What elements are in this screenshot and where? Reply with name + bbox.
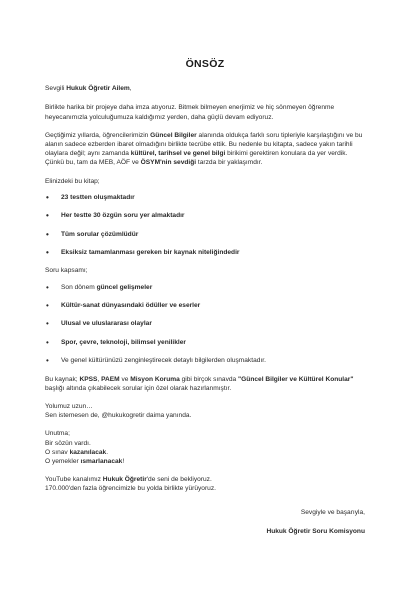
text-run: !: [122, 457, 125, 465]
list-item-text: Tüm sorular çözümlüdür: [61, 230, 139, 238]
list-item: [45, 338, 365, 347]
list-item: [45, 193, 365, 202]
bullet-icon: •: [46, 248, 49, 257]
signature: Hukuk Öğretir Soru Komisyonu: [266, 527, 365, 535]
text-run: Geçtiğimiz yıllarda, öğrencilerimizin: [45, 131, 151, 139]
text-run: birikimi gerektiren konulara da yer verdik. Çünkü bu, tam da MEB, AÖF ve: [45, 150, 348, 167]
text-run: daima yanında.: [144, 412, 192, 420]
scope-list: [45, 283, 365, 366]
list-item: [45, 211, 365, 220]
list-item: [45, 356, 365, 365]
list-item-text-bold: Kültür-sanat dünyasındaki ödüller ve eserler: [61, 301, 201, 309]
text-run-bold: ısmarlanacak: [80, 457, 123, 465]
text-line: Bir sözün vardı.: [45, 439, 91, 447]
text-run: Bu kaynak;: [45, 375, 80, 383]
text-run: 'de seni de bekliyoruz.: [146, 476, 212, 484]
text-run: gibi birçok sınavda: [179, 375, 239, 383]
book-features-list: [45, 193, 365, 257]
bullet-icon: •: [46, 356, 49, 366]
paragraph-intro: Birlikte harika bir projeye daha imza atıyoruz. Bitmek bilmeyen enerjimiz ve hiç sönmeyen öğrenme heyecanımızla yolculuğumuza kaldığımız yerden, daha güçlü devam ediyoruz.: [45, 104, 335, 121]
bullet-icon: •: [46, 229, 49, 239]
paragraph-youtube: [45, 475, 365, 493]
list-item-text: Son dönem: [61, 283, 97, 291]
list-item-text: Ve genel kültürünüzü zenginleştirecek detaylı bilgilerden oluşmaktadır.: [61, 357, 266, 365]
list-item: [45, 319, 365, 328]
text-run-bold: PAEM: [101, 375, 120, 383]
text-run: ,: [97, 375, 102, 383]
list-item-text-bold: Ulusal ve uluslararası olaylar: [61, 320, 152, 328]
bullet-icon: •: [46, 337, 49, 347]
text-run-bold: Güncel Bilgiler: [150, 131, 197, 139]
channel-name: Hukuk Öğretir: [102, 476, 147, 484]
greeting: [45, 84, 365, 93]
bullet-icon: •: [46, 319, 49, 329]
paragraph-remember: [45, 429, 365, 466]
list-item-text: Her testte 30 özgün soru yer almaktadır: [61, 212, 185, 220]
list-item-text: 23 testten oluşmaktadır: [61, 193, 135, 201]
paragraph-road: [45, 402, 365, 420]
text-run: tarzda bir yaklaşımdır.: [196, 159, 263, 167]
scope-list-label: Soru kapsamı;: [45, 267, 88, 275]
text-run-bold: "Güncel Bilgiler ve Kültürel Konular": [238, 375, 354, 383]
text-line: Yolumuz uzun…: [45, 402, 93, 410]
text-run: O yemekler: [45, 457, 81, 465]
text-run: .: [106, 448, 109, 456]
bullet-icon: •: [46, 192, 49, 202]
list-item-text-bold: güncel gelişmeler: [96, 283, 153, 291]
text-run: ve: [119, 375, 131, 383]
paragraph-background: [45, 131, 365, 168]
text-run: O sınav: [45, 448, 70, 456]
text-run-bold: kültürel, tarihsel ve genel bilgi: [130, 150, 226, 158]
text-run-bold: kazanılacak: [69, 448, 107, 456]
text-run-bold: Misyon Koruma: [130, 375, 180, 383]
text-run-bold: ÖSYM'nin sevdiği: [140, 159, 197, 167]
page-title: ÖNSÖZ: [185, 58, 225, 70]
text-line: Unutma;: [45, 430, 70, 438]
preface-content: [45, 60, 365, 536]
list-item: [45, 230, 365, 239]
list-item-text: Eksiksiz tamamlanması gereken bir kaynak niteliğindedir: [61, 249, 240, 256]
social-handle: @hukukogretir: [101, 412, 145, 420]
list-item: [45, 248, 365, 257]
text-run-bold: KPSS: [79, 375, 98, 383]
greeting-suffix: ,: [129, 85, 132, 93]
text-run: YouTube kanalımız: [45, 476, 103, 484]
paragraph-exams: [45, 375, 365, 393]
list-item-text-bold: Spor, çevre, teknoloji, bilimsel yenilikler: [61, 338, 186, 346]
list-item: [45, 301, 365, 310]
text-run: alanında oldukça farklı soru tipleriyle karşılaştığını ve bu alanın sadece ezberden ibaret olmadığını birlikte tecrübe ettik. Bu nedenle bu kitapta, sadece yakın tarihli olaylara değil; aynı zamanda: [45, 131, 363, 158]
list-item: [45, 283, 365, 292]
closing-line: Sevgiyle ve başarıyla,: [300, 508, 365, 516]
bullet-icon: •: [46, 282, 49, 292]
text-run: Sen istemesen de,: [45, 412, 102, 420]
text-run: başlığı altında çıkabilecek sorular için özel olarak hazırlanmıştır.: [45, 384, 232, 392]
bullet-icon: •: [46, 211, 49, 221]
bullet-icon: •: [46, 300, 49, 310]
book-list-label: Elinizdeki bu kitap;: [45, 177, 100, 185]
text-line: 170.000'den fazla öğrencimizle bu yolda birlikte yürüyoruz.: [45, 485, 216, 493]
greeting-name: Hukuk Öğretir Ailem: [66, 85, 130, 93]
greeting-prefix: Sevgili: [45, 85, 67, 93]
